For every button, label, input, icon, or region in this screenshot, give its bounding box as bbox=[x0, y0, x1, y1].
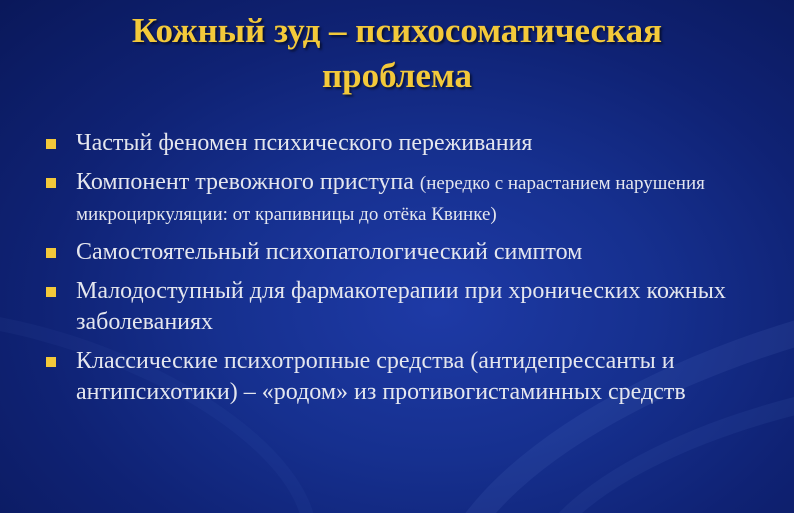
bullet-item bbox=[46, 346, 776, 408]
square-bullet-icon bbox=[46, 287, 56, 297]
bullet-text: Классические психотропные средства (антидепрессанты и антипсихотики) – «родом» из противогистаминных средств bbox=[76, 348, 686, 405]
bullet-text: Компонент тревожного приступа bbox=[76, 169, 414, 195]
slide-title bbox=[20, 8, 774, 98]
square-bullet-icon bbox=[46, 357, 56, 367]
bullet-text: Малодоступный для фармакотерапии при хронических кожных заболеваниях bbox=[76, 278, 726, 335]
slide-title-line-1: Кожный зуд – психосоматическая bbox=[131, 11, 663, 50]
bullet-text: Самостоятельный психопатологический симптом bbox=[76, 239, 583, 265]
slide-title-line-2: проблема bbox=[321, 56, 473, 95]
square-bullet-icon bbox=[46, 248, 56, 258]
bullet-item bbox=[46, 167, 776, 229]
square-bullet-icon bbox=[46, 139, 56, 149]
bullet-note: (нередко с нарастанием нарушения микроциркуляции: от крапивницы до отёка Квинке) bbox=[76, 173, 705, 225]
bullet-text: Частый феномен психического переживания bbox=[76, 130, 533, 156]
bullet-item bbox=[46, 128, 776, 159]
bullet-item bbox=[46, 237, 776, 268]
bullet-list bbox=[46, 128, 776, 416]
square-bullet-icon bbox=[46, 178, 56, 188]
bullet-item bbox=[46, 276, 776, 338]
